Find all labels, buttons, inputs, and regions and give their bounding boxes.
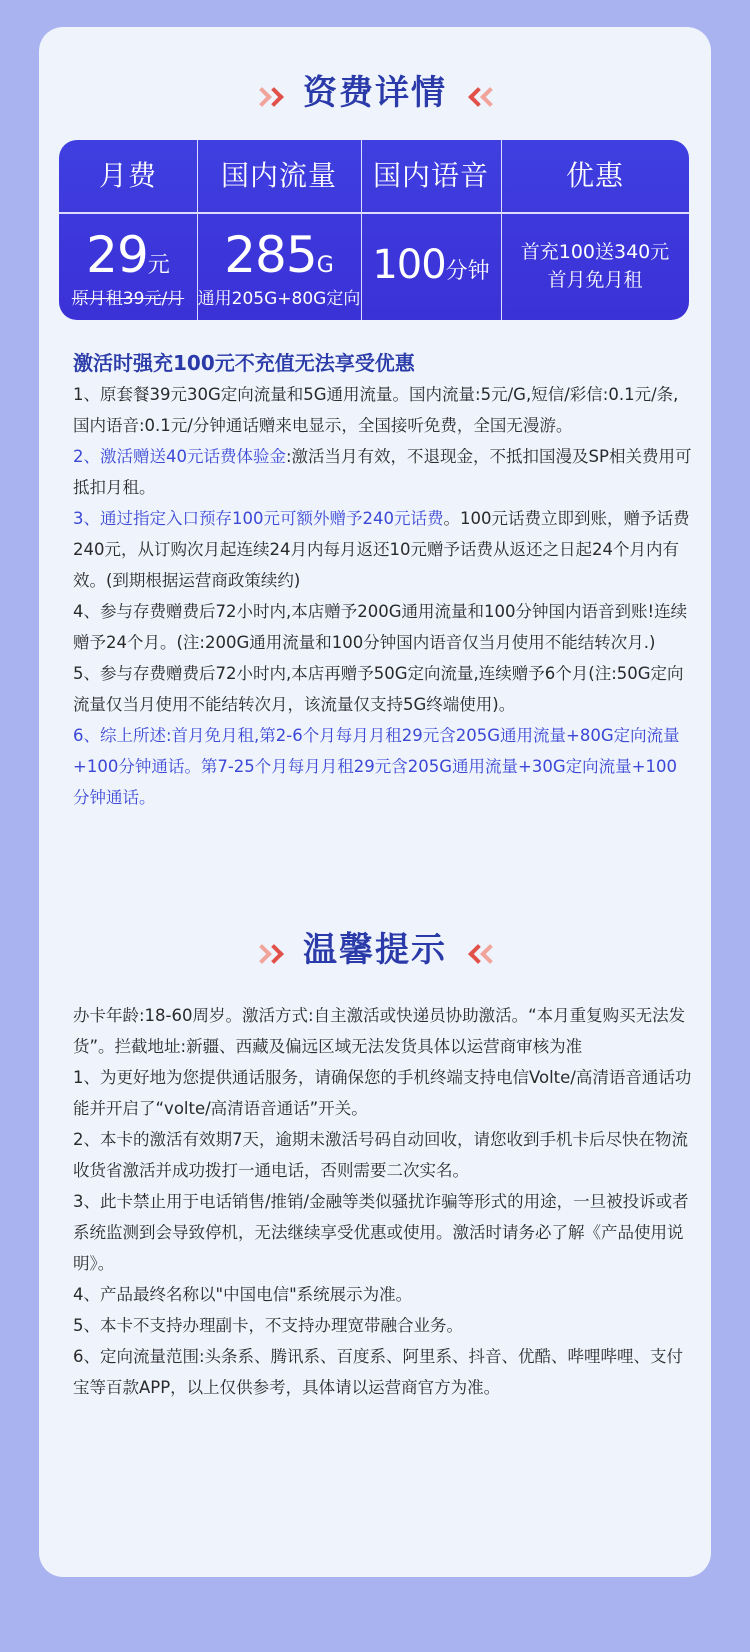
notice-item-5: 5、参与存费赠费后72小时内,本店再赠予50G定向流量,连续赠予6个月(注:50G定向流量仅当月使用不能结转次月，该流量仅支持5G终端使用)。 [73,664,684,714]
table-column-divider [501,140,502,320]
data-cell [197,214,361,320]
notice-item-6: 6、综上所述:首月免月租,第2-6个月每月月租29元含205G通用流量+80G定向流量+100分钟通话。第7-25个月每月月租29元含205G通用流量+30G定向流量+100分钟通话。 [73,726,680,807]
notice-item-4: 4、参与存费赠费后72小时内,本店赠予200G通用流量和100分钟国内语音到账!连续赠予24个月。(注:200G通用流量和100分钟国内语音仅当月使用不能结转次月.) [73,602,688,652]
monthly-fee-cell [59,214,197,320]
fee-table [59,140,689,320]
data-value: 285 [224,226,317,284]
fee-section-title [39,65,711,115]
monthly-fee-value: 29 [86,226,148,284]
voice-cell [361,214,501,320]
notice-item-2 [73,441,693,503]
data-detail: 通用205G+80G定向 [197,289,361,309]
notice-heading: 激活时强充100元不充值无法享受优惠 [73,351,415,375]
tips-item-1: 1、为更好地为您提供通话服务，请确保您的手机终端支持电信Volte/高清语音通话功能并开启了“volte/高清语音通话”开关。 [73,1068,692,1118]
notice-item-2-text: :激活当月有效，不退现金，不抵扣国漫及SP相关费用可抵扣月租。 [73,447,692,497]
notice-item-3-highlight: 3、通过指定入口预存100元可额外赠予240元话费 [73,509,444,528]
notice-item-1: 1、原套餐39元30G定向流量和5G通用流量。国内流量:5元/G,短信/彩信:0.1元/条,国内语音:0.1元/分钟通话赠来电显示，全国接听免费，全国无漫游。 [73,385,679,435]
data-unit: G [316,253,334,278]
original-fee: 原月租39元/月 [71,289,185,309]
offer-cell [501,214,689,320]
tips-item-6: 6、定向流量范围:头条系、腾讯系、百度系、阿里系、抖音、优酷、哔哩哔哩、支付宝等百款APP，以上仅供参考，具体请以运营商官方为准。 [73,1347,684,1397]
content-card [39,27,711,1577]
voice-unit: 分钟 [445,259,490,284]
fee-table-values [59,214,689,320]
tips-item-2: 2、本卡的激活有效期7天，逾期未激活号码自动回收，请您收到手机卡后尽快在物流收货省激活并成功拨打一通电话，否则需要二次实名。 [73,1130,688,1180]
chevron-left-icon [471,932,495,972]
tips-intro: 办卡年龄:18-60周岁。激活方式:自主激活或快递员协助激活。“本月重复购买无法发货”。拦截地址:新疆、西藏及偏远区域无法发货具体以运营商审核为准 [73,1006,686,1056]
header-voice: 国内语音 [372,159,489,192]
notice-item-3 [73,503,693,596]
chevron-right-icon [255,75,279,115]
notice-content [73,347,693,813]
monthly-fee-unit: 元 [147,253,170,278]
notice-item-3-text: 。100元话费立即到账，赠予话费240元，从订购次月起连续24月内每月返还10元赠予话费从返还之日起24个月内有效。(到期根据运营商政策续约) [73,509,690,590]
tips-section-title [39,922,711,972]
offer-line2: 首月免月租 [547,269,643,291]
fee-table-header [59,140,689,212]
tips-title-text: 温馨提示 [303,930,447,970]
table-column-divider [197,140,198,320]
chevron-left-icon [471,75,495,115]
tips-content [73,1000,693,1403]
chevron-right-icon [255,932,279,972]
voice-value: 100 [372,242,446,288]
tips-item-4: 4、产品最终名称以"中国电信"系统展示为准。 [73,1285,413,1304]
tips-item-5: 5、本卡不支持办理副卡，不支持办理宽带融合业务。 [73,1316,463,1335]
fee-title-text: 资费详情 [303,73,447,113]
offer-line1: 首充100送340元 [520,241,670,263]
tips-item-3: 3、此卡禁止用于电话销售/推销/金融等类似骚扰诈骗等形式的用途，一旦被投诉或者系统监测到会导致停机，无法继续享受优惠或使用。激活时请务必了解《产品使用说明》。 [73,1192,689,1273]
notice-item-2-highlight: 2、激活赠送40元话费体验金 [73,447,286,466]
header-offer: 优惠 [565,159,624,192]
header-data: 国内流量 [220,159,337,192]
table-column-divider [361,140,362,320]
header-monthly-fee: 月费 [98,159,157,192]
